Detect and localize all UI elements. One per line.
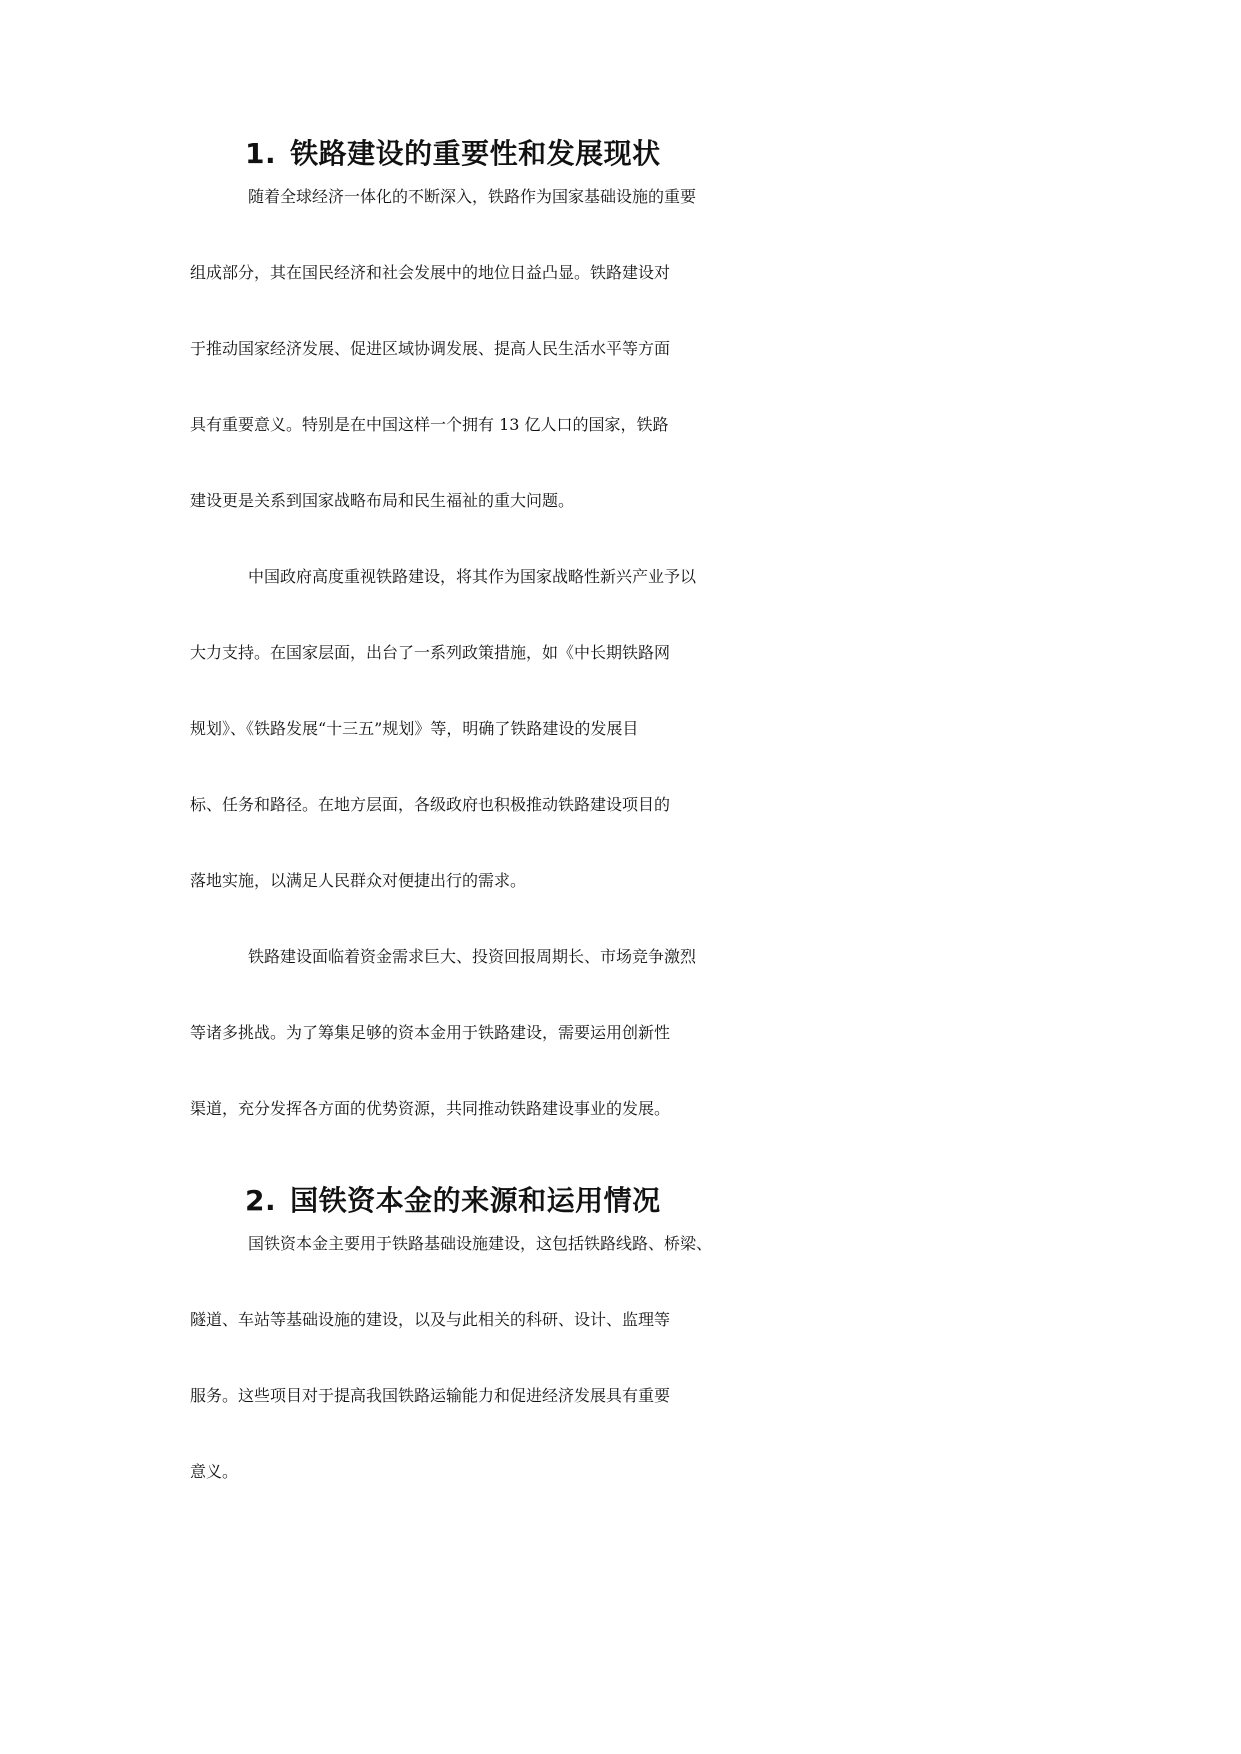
section-number: 2. xyxy=(245,1184,277,1217)
paragraph-line: 大力支持。在国家层面，出台了一系列政策措施，如《中长期铁路网 xyxy=(190,643,671,662)
paragraph-line: 等诸多挑战。为了筹集足够的资本金用于铁路建设，需要运用创新性 xyxy=(190,1023,671,1042)
paragraph-line: 国铁资本金主要用于铁路基础设施建设，这包括铁路线路、桥梁、 xyxy=(248,1234,713,1253)
paragraph xyxy=(190,944,1056,1172)
paragraph-line: 随着全球经济一体化的不断深入，铁路作为国家基础设施的重要 xyxy=(248,187,697,206)
paragraph-line: 落地实施，以满足人民群众对便捷出行的需求。 xyxy=(190,871,527,890)
paragraph-line: 服务。这些项目对于提高我国铁路运输能力和促进经济发展具有重要 xyxy=(190,1386,671,1405)
section-number: 1. xyxy=(245,137,277,170)
paragraph-line: 意义。 xyxy=(190,1462,239,1481)
paragraph-line: 隧道、车站等基础设施的建设，以及与此相关的科研、设计、监理等 xyxy=(190,1310,671,1329)
paragraph-line: 渠道，充分发挥各方面的优势资源，共同推动铁路建设事业的发展。 xyxy=(190,1099,671,1118)
paragraph-line: 于推动国家经济发展、促进区域协调发展、提高人民生活水平等方面 xyxy=(190,339,671,358)
section-heading-2 xyxy=(245,1181,661,1221)
paragraph-line: 标、任务和路径。在地方层面，各级政府也积极推动铁路建设项目的 xyxy=(190,795,671,814)
paragraph-line: 铁路建设面临着资金需求巨大、投资回报周期长、市场竞争激烈 xyxy=(248,947,697,966)
section-title: 铁路建设的重要性和发展现状 xyxy=(290,137,661,170)
paragraph-line: 组成部分，其在国民经济和社会发展中的地位日益凸显。铁路建设对 xyxy=(190,263,671,282)
paragraph-line: 中国政府高度重视铁路建设，将其作为国家战略性新兴产业予以 xyxy=(248,567,697,586)
paragraph-line: 建设更是关系到国家战略布局和民生福祉的重大问题。 xyxy=(190,491,575,510)
paragraph-line: 具有重要意义。特别是在中国这样一个拥有 13 亿人口的国家，铁路 xyxy=(190,415,669,434)
paragraph xyxy=(190,564,1056,944)
section-heading-1 xyxy=(245,134,661,174)
section-title: 国铁资本金的来源和运用情况 xyxy=(290,1184,661,1217)
paragraph xyxy=(190,1231,1056,1535)
paragraph-line: 规划》、《铁路发展“十三五”规划》等，明确了铁路建设的发展目 xyxy=(190,719,639,738)
paragraph xyxy=(190,184,1056,564)
